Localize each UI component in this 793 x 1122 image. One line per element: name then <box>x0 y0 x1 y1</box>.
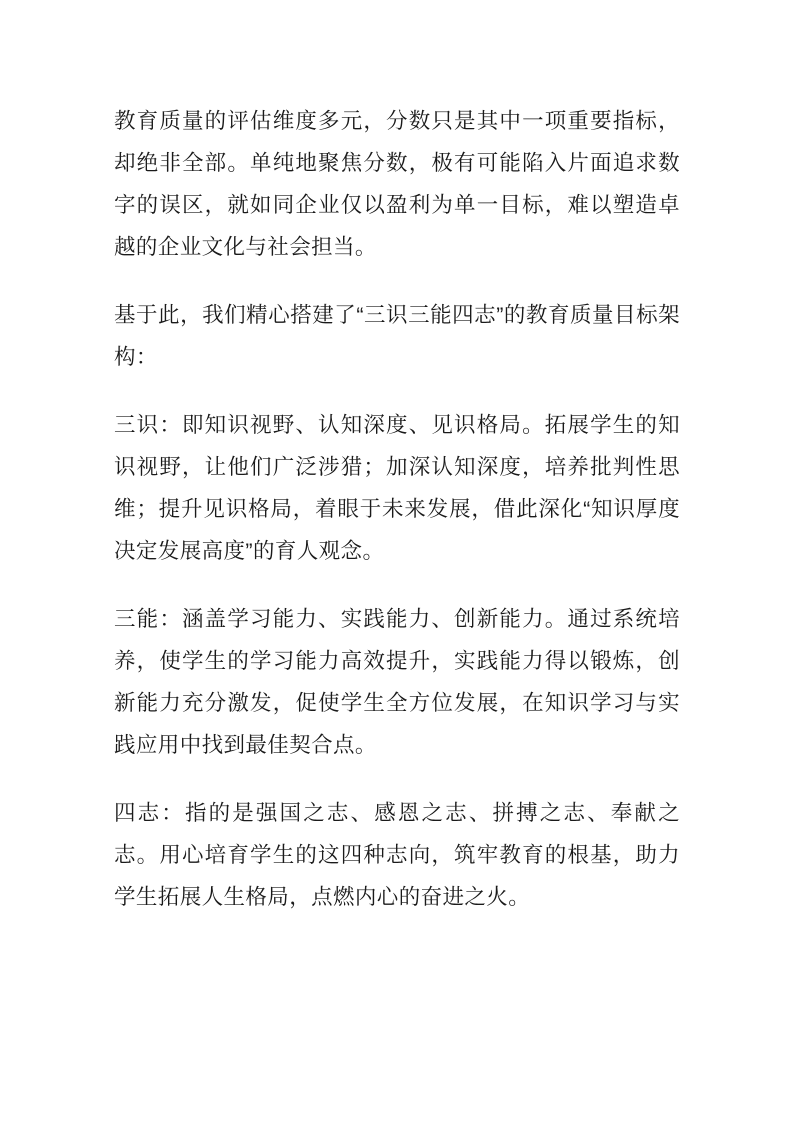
paragraph: 教育质量的评估维度多元，分数只是其中一项重要指标，却绝非全部。单纯地聚焦分数，极有可能陷入片面追求数字的误区，就如同企业仅以盈利为单一目标，难以塑造卓越的企业文化与社会担当。 <box>114 109 680 259</box>
paragraph: 基于此，我们精心搭建了“三识三能四志”的教育质量目标架构： <box>114 303 680 369</box>
paragraph: 三识：即知识视野、认知深度、见识格局。拓展学生的知识视野，让他们广泛涉猎；加深认知深度，培养批判性思维；提升见识格局，着眼于未来发展，借此深化“知识厚度决定发展高度”的育人观念。 <box>114 413 680 563</box>
paragraph: 四志：指的是强国之志、感恩之志、拼搏之志、奉献之志。用心培育学生的这四种志向，筑牢教育的根基，助力学生拓展人生格局，点燃内心的奋进之火。 <box>114 801 680 909</box>
paragraph: 三能：涵盖学习能力、实践能力、创新能力。通过系统培养，使学生的学习能力高效提升，实践能力得以锻炼，创新能力充分激发，促使学生全方位发展，在知识学习与实践应用中找到最佳契合点。 <box>114 607 680 757</box>
document-body <box>114 100 680 918</box>
